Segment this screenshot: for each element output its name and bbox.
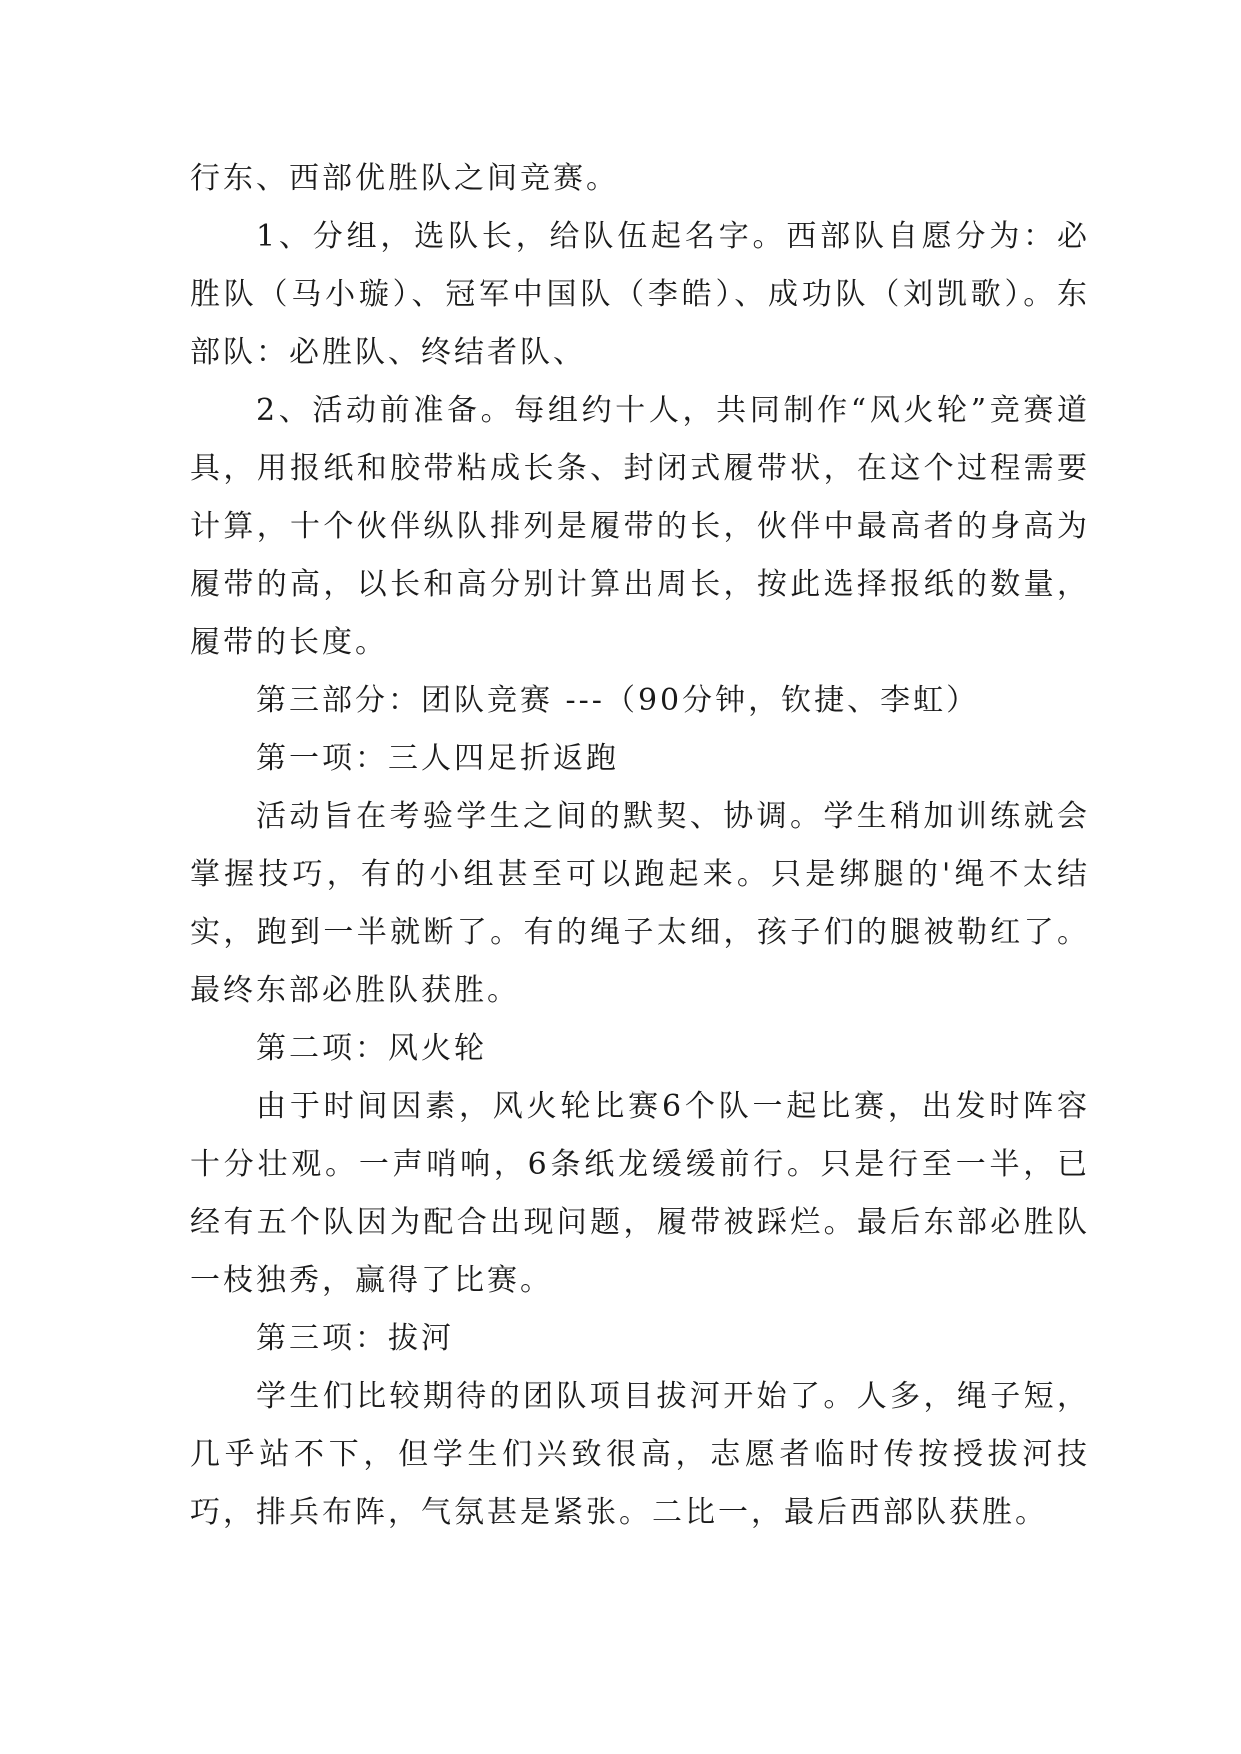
- section-heading-part-three: 第三部分：团队竞赛 ---（90分钟，钦捷、李虹）: [256, 683, 980, 718]
- item-heading-wind-fire-wheel: 第二项：风火轮: [256, 1031, 487, 1066]
- document-body: [190, 150, 1090, 1542]
- item-heading-three-legged-race: 第一项：三人四足折返跑: [256, 741, 619, 776]
- paragraph-preparation: 2、活动前准备。每组约十人，共同制作“风火轮”竞赛道具，用报纸和胶带粘成长条、封闭式履带状，在这个过程需要计算，十个伙伴纵队排列是履带的长，伙伴中最高者的身高为履带的高，以长和高分别计算出周长，按此选择报纸的数量，履带的长度。: [190, 393, 1090, 660]
- item-heading-tug-of-war: 第三项：拔河: [256, 1321, 454, 1356]
- paragraph-grouping: 1、分组，选队长，给队伍起名字。西部队自愿分为：必胜队（马小璇）、冠军中国队（李皓）、成功队（刘凯歌）。东部队：必胜队、终结者队、: [190, 219, 1090, 370]
- paragraph-wind-fire-wheel: 由于时间因素，风火轮比赛6个队一起比赛，出发时阵容十分壮观。一声哨响，6条纸龙缓缓前行。只是行至一半，已经有五个队因为配合出现问题，履带被踩烂。最后东部必胜队一枝独秀，赢得了比赛。: [190, 1089, 1090, 1298]
- paragraph-continuation: 行东、西部优胜队之间竞赛。: [190, 161, 619, 196]
- paragraph-tug-of-war: 学生们比较期待的团队项目拔河开始了。人多，绳子短，几乎站不下，但学生们兴致很高，志愿者临时传按授拔河技巧，排兵布阵，气氛甚是紧张。二比一，最后西部队获胜。: [190, 1379, 1090, 1530]
- paragraph-three-legged-race: 活动旨在考验学生之间的默契、协调。学生稍加训练就会掌握技巧，有的小组甚至可以跑起来。只是绑腿的'绳不太结实，跑到一半就断了。有的绳子太细，孩子们的腿被勒红了。最终东部必胜队获胜。: [190, 799, 1090, 1008]
